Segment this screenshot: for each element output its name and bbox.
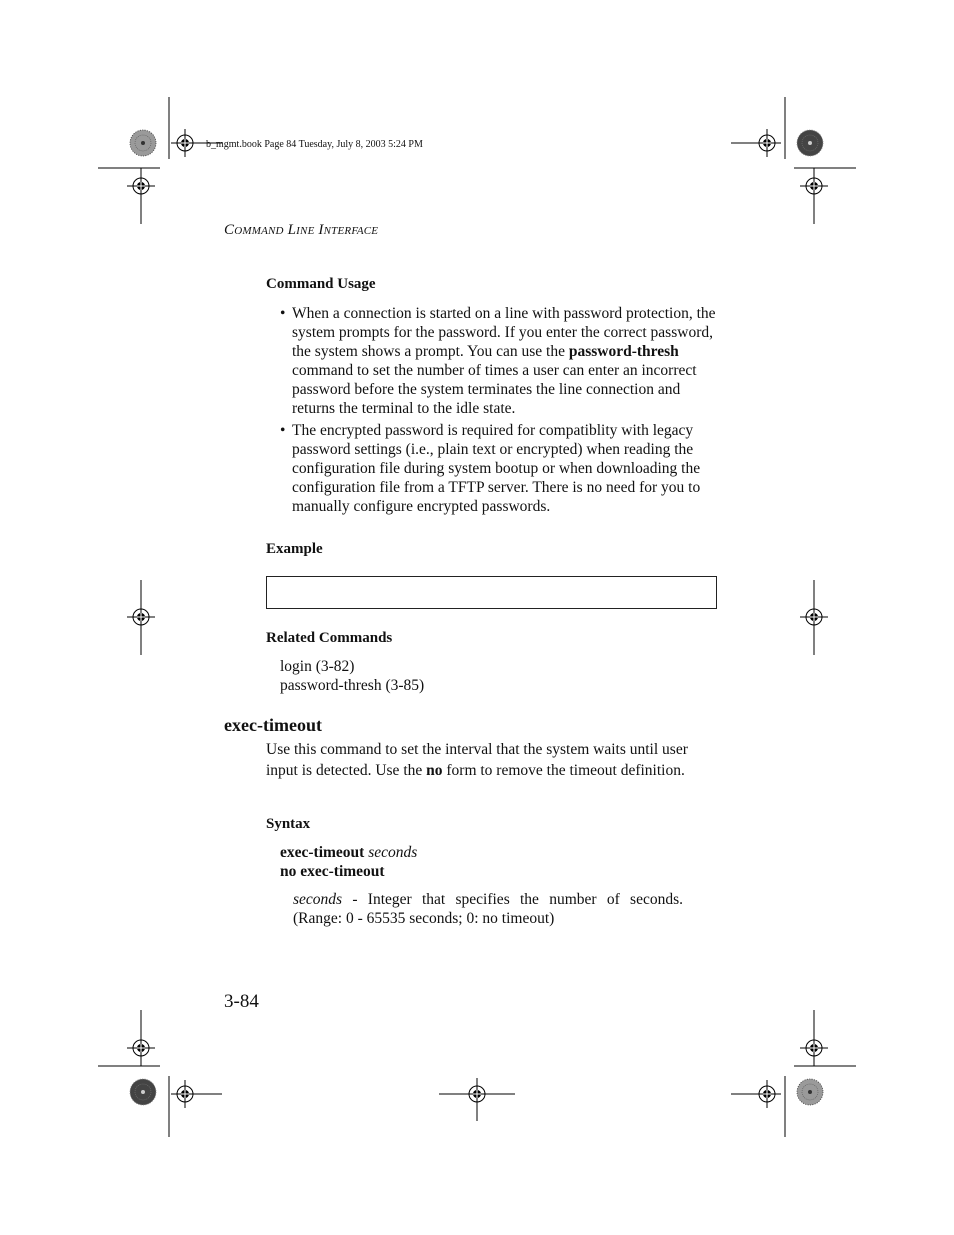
syntax-command: exec-timeout xyxy=(280,844,365,861)
bullet-text: command to set the number of times a user can enter an incorrect password before the system terminates the line connection and returns the terminal to the idle state. xyxy=(292,362,697,417)
related-command-item: login (3-82) xyxy=(280,658,355,675)
keyword-no: no xyxy=(426,761,443,779)
syntax-line-2 xyxy=(280,862,385,881)
bullet-text: When a connection is started on a line with password protection, the system prompts for the password. If you enter the correct password, the system shows a prompt. You can use the xyxy=(292,305,716,360)
section-description xyxy=(266,740,706,781)
description-text: Use this command to set the interval that the system waits until user input is detected. Use the xyxy=(266,741,688,779)
section-title: exec-timeout xyxy=(224,715,322,735)
syntax-line-1 xyxy=(280,843,417,862)
list-item xyxy=(280,304,720,418)
running-head: Command Line Interface xyxy=(224,222,379,238)
command-usage-heading: Command Usage xyxy=(266,276,376,292)
related-commands-heading: Related Commands xyxy=(266,630,393,646)
command-usage-list xyxy=(280,304,720,519)
related-command-item: password-thresh (3-85) xyxy=(280,677,425,694)
command-name: password-thresh xyxy=(568,343,679,360)
example-heading: Example xyxy=(266,541,323,557)
syntax-command: no exec-timeout xyxy=(280,863,385,880)
syntax-argument: seconds xyxy=(368,844,418,861)
example-code-box xyxy=(266,576,717,609)
parameter-name: seconds xyxy=(293,891,343,908)
parameter-text: - Integer that specifies the number of seconds. (Range: 0 - 65535 seconds; 0: no timeout) xyxy=(293,891,683,927)
bullet-text: The encrypted password is required for compatiblity with legacy password settings (i.e., plain text or encrypted) when reading the configuration file during system bootup or when downloading the configuration file from a TFTP server. There is no need for you to manually configure encrypted passwords. xyxy=(292,422,701,515)
page-number: 3-84 xyxy=(224,991,259,1012)
bullet-glyph: • xyxy=(280,422,286,439)
bullet-glyph: • xyxy=(280,305,286,322)
book-slug: b_mgmt.book Page 84 Tuesday, July 8, 2003 5:24 PM xyxy=(206,139,423,150)
description-text: form to remove the timeout definition. xyxy=(442,761,685,779)
parameter-description xyxy=(293,890,683,928)
list-item xyxy=(280,421,720,516)
syntax-heading: Syntax xyxy=(266,816,311,832)
